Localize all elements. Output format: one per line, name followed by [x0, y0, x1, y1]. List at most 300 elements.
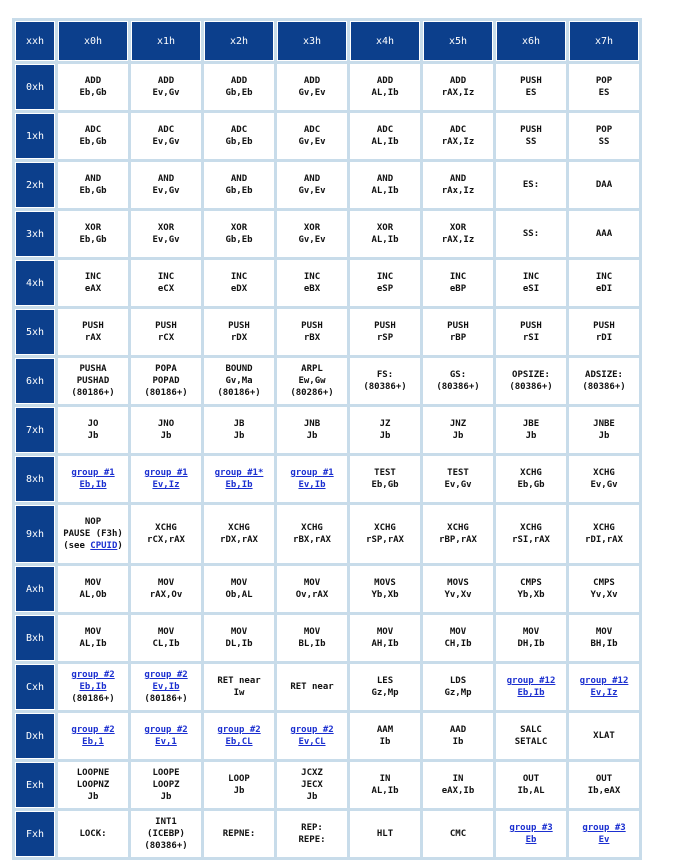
opcode-cell: [204, 762, 274, 808]
cell-line: MOV: [303, 578, 321, 588]
cell-line: AND: [84, 174, 102, 184]
opcode-cell: [58, 566, 128, 612]
opcode-cell: [569, 64, 639, 110]
opcode-cell: [569, 505, 639, 563]
row-header: Bxh: [15, 615, 55, 661]
corner-header: xxh: [15, 21, 55, 61]
cell-line: PUSH: [593, 321, 615, 331]
opcode-cell: [350, 615, 420, 661]
cell-line: rAX,Iz: [441, 88, 475, 98]
opcode-cell: [204, 113, 274, 159]
cell-line: Jb: [525, 431, 537, 441]
cell-line: PUSH: [228, 321, 250, 331]
cell-line: OPSIZE:: [512, 370, 550, 380]
cell-line: XCHG: [301, 523, 323, 533]
opcode-cell: [423, 113, 493, 159]
cell-link-line[interactable]: group #3: [509, 823, 553, 833]
cell-line: eCX: [157, 284, 175, 294]
opcode-cell: [496, 260, 566, 306]
cell-line: Ew,Gw: [298, 376, 326, 386]
opcode-cell: [58, 64, 128, 110]
cell-line: Eb,Gb: [79, 88, 107, 98]
cell-line: PUSHA: [79, 364, 107, 374]
opcode-cell: [58, 260, 128, 306]
cell-link-line[interactable]: Eb,Ib: [79, 682, 107, 692]
row-header: 3xh: [15, 211, 55, 257]
cell-line: LOCK:: [79, 829, 107, 839]
cell-line: DH,Ib: [517, 639, 545, 649]
opcode-cell: [423, 456, 493, 502]
opcode-cell: [569, 407, 639, 453]
cell-line: AND: [376, 174, 394, 184]
cell-line: CH,Ib: [444, 639, 472, 649]
cell-link-line[interactable]: group #2: [71, 670, 115, 680]
cell-line: Eb,Gb: [79, 137, 107, 147]
cell-line: Jb: [598, 431, 610, 441]
cell-line: SS: [598, 137, 610, 147]
cell-line: (80386+): [363, 382, 407, 392]
cell-link-line[interactable]: group #12: [506, 676, 556, 686]
column-header-x4h: x4h: [350, 21, 420, 61]
opcode-cell: [423, 615, 493, 661]
cell-line: PAUSE (F3h): [63, 529, 123, 539]
cell-line: REPE:: [298, 835, 326, 845]
opcode-cell: [496, 456, 566, 502]
cell-line: Jb: [233, 786, 245, 796]
cell-line: rAX,Iz: [441, 235, 475, 245]
cell-line: LOOPZ: [152, 780, 180, 790]
cell-line: AAD: [449, 725, 467, 735]
cell-line: XOR: [449, 223, 467, 233]
opcode-cell: [350, 309, 420, 355]
opcode-cell: [277, 664, 347, 710]
row-header: 1xh: [15, 113, 55, 159]
cell-link-line[interactable]: Ev,Ib: [298, 480, 326, 490]
opcode-cell: [58, 162, 128, 208]
column-header-x1h: x1h: [131, 21, 201, 61]
cell-line: Yb,Xb: [371, 590, 399, 600]
cell-line: CMPS: [593, 578, 615, 588]
cell-line: (80386+): [436, 382, 480, 392]
table-row: [15, 811, 639, 857]
opcode-cell: [204, 64, 274, 110]
opcode-cell: [58, 211, 128, 257]
opcode-cell: [277, 762, 347, 808]
opcode-cell: [58, 407, 128, 453]
cell-line: LOOPNZ: [76, 780, 110, 790]
cell-line: REP:: [301, 823, 323, 833]
cell-line: DL,Ib: [225, 639, 253, 649]
row-header: 9xh: [15, 505, 55, 563]
cell-line: (80186+): [217, 388, 261, 398]
cell-link-line[interactable]: group #1: [290, 468, 334, 478]
opcode-cell: [58, 615, 128, 661]
cell-line: ADD: [449, 76, 467, 86]
opcode-cell: [277, 309, 347, 355]
cell-line: POPAD: [152, 376, 180, 386]
cell-line: CMC: [449, 829, 467, 839]
cell-line: GS:: [449, 370, 467, 380]
opcode-cell: [350, 162, 420, 208]
cell-line: rBP,rAX: [439, 535, 477, 545]
cell-line: (80186+): [71, 388, 115, 398]
row-header: 2xh: [15, 162, 55, 208]
opcode-link-cell[interactable]: [58, 664, 128, 710]
cell-line: (ICEBP): [147, 829, 185, 839]
cell-line: JNO: [157, 419, 175, 429]
cell-line: BH,Ib: [590, 639, 618, 649]
opcode-cell: [569, 260, 639, 306]
cell-link-line[interactable]: Ev,Ib: [152, 682, 180, 692]
table-row: [15, 505, 639, 563]
cell-link-line[interactable]: Ev: [598, 835, 610, 845]
cell-line: rCX: [157, 333, 175, 343]
opcode-cell: [350, 566, 420, 612]
opcode-cell: [131, 505, 201, 563]
opcode-link-cell[interactable]: [496, 664, 566, 710]
opcode-cell: [131, 358, 201, 404]
opcode-cell: [58, 762, 128, 808]
cell-line: PUSH: [82, 321, 104, 331]
cell-line: JO: [87, 419, 99, 429]
cell-line: INC: [157, 272, 175, 282]
cell-line: JZ: [379, 419, 391, 429]
opcode-cell: [277, 113, 347, 159]
opcode-cell: [350, 713, 420, 759]
cell-link-line[interactable]: group #2: [217, 725, 261, 735]
cell-link-line[interactable]: group #2: [71, 725, 115, 735]
cell-line: MOV: [84, 627, 102, 637]
opcode-cell: [350, 64, 420, 110]
cell-line: MOVS: [447, 578, 469, 588]
opcode-cell: [350, 407, 420, 453]
row-header: Axh: [15, 566, 55, 612]
opcode-cell: [423, 664, 493, 710]
cell-line: Yv,Xv: [444, 590, 472, 600]
column-header-x0h: x0h: [58, 21, 128, 61]
cell-link-line[interactable]: Ev,Iz: [590, 688, 618, 698]
cell-line: JB: [233, 419, 245, 429]
cell-line: AL,Ib: [79, 639, 107, 649]
cell-link-line[interactable]: group #2: [144, 725, 188, 735]
cell-line: IN: [379, 774, 391, 784]
cell-line: ES: [598, 88, 610, 98]
opcode-cell: [204, 407, 274, 453]
cell-line: OUT: [522, 774, 540, 784]
opcode-cell: [204, 615, 274, 661]
cell-line: rDI: [595, 333, 613, 343]
opcode-cell: [496, 211, 566, 257]
cell-line: Ev,Gv: [444, 480, 472, 490]
cell-link-line[interactable]: Eb: [525, 835, 537, 845]
cell-line: rSP,rAX: [366, 535, 404, 545]
cell-line: rAx,Iz: [441, 186, 475, 196]
cell-line: MOV: [376, 627, 394, 637]
row-header: Cxh: [15, 664, 55, 710]
cell-line: LDS: [449, 676, 467, 686]
cell-line: XOR: [230, 223, 248, 233]
cell-line: eSI: [522, 284, 540, 294]
opcode-link-cell[interactable]: [277, 713, 347, 759]
cell-line: SS:: [522, 229, 540, 239]
cell-line: SS: [525, 137, 537, 147]
cell-line: ES: [525, 88, 537, 98]
cell-line: NOP: [84, 517, 102, 527]
cell-line: XOR: [84, 223, 102, 233]
cell-line: JCXZ: [301, 768, 323, 778]
cell-line: AL,Ib: [371, 88, 399, 98]
cell-line: ADC: [84, 125, 102, 135]
opcode-cell: [277, 64, 347, 110]
cell-line: AH,Ib: [371, 639, 399, 649]
cell-line: eAX: [84, 284, 102, 294]
cell-line: Jb: [233, 431, 245, 441]
cell-line: Gv,Ma: [225, 376, 253, 386]
opcode-cell: [350, 505, 420, 563]
cell-line: Yv,Xv: [590, 590, 618, 600]
cell-line: XCHG: [447, 523, 469, 533]
cell-line: ADD: [376, 76, 394, 86]
cell-line: eDI: [595, 284, 613, 294]
cell-line: JBE: [522, 419, 540, 429]
cell-line: Ev,Gv: [152, 137, 180, 147]
column-header-x5h: x5h: [423, 21, 493, 61]
cell-line: XCHG: [593, 523, 615, 533]
opcode-cell: [277, 407, 347, 453]
cell-line: PUSHAD: [76, 376, 110, 386]
cell-link-line[interactable]: group #1: [144, 468, 188, 478]
cell-line: rSP: [376, 333, 394, 343]
cell-line: SETALC: [514, 737, 548, 747]
cell-line: Gv,Ev: [298, 235, 326, 245]
opcode-link-cell[interactable]: [569, 664, 639, 710]
opcode-cell: [131, 64, 201, 110]
opcode-cell: [277, 505, 347, 563]
opcode-cell: [423, 811, 493, 857]
opcode-cell: [350, 358, 420, 404]
opcode-cell: [204, 211, 274, 257]
table-row: [15, 260, 639, 306]
table-row: [15, 309, 639, 355]
cell-line-text: ): [117, 541, 123, 551]
opcode-link-cell[interactable]: [569, 811, 639, 857]
cell-line: Ev,Gv: [152, 186, 180, 196]
opcode-cell: [569, 762, 639, 808]
row-header: Fxh: [15, 811, 55, 857]
cell-line: PUSH: [520, 125, 542, 135]
opcode-cell: [58, 309, 128, 355]
cell-link-line[interactable]: Eb,Ib: [225, 480, 253, 490]
opcode-cell: [569, 615, 639, 661]
cell-line: XCHG: [520, 468, 542, 478]
cell-line: AAA: [595, 229, 613, 239]
cell-line: ADC: [376, 125, 394, 135]
opcode-cell: [131, 615, 201, 661]
cell-line: POP: [595, 125, 613, 135]
opcode-cell: [423, 713, 493, 759]
table-row: [15, 664, 639, 710]
cell-link-line[interactable]: group #12: [579, 676, 629, 686]
cell-line: rAX: [84, 333, 102, 343]
row-header: 5xh: [15, 309, 55, 355]
opcode-cell: [131, 211, 201, 257]
opcode-cell: [496, 358, 566, 404]
cell-link-line[interactable]: group #1: [71, 468, 115, 478]
cell-link-line[interactable]: group #3: [582, 823, 626, 833]
cell-link-line[interactable]: group #1*: [214, 468, 264, 478]
opcode-link-cell[interactable]: [58, 505, 128, 563]
cell-line: Ib: [452, 737, 464, 747]
table-row: [15, 615, 639, 661]
opcode-cell: [277, 811, 347, 857]
opcode-cell: [496, 566, 566, 612]
cell-line: AND: [230, 174, 248, 184]
cell-line: POP: [595, 76, 613, 86]
opcode-cell: [58, 811, 128, 857]
cell-line: Jb: [379, 431, 391, 441]
opcode-cell: [131, 309, 201, 355]
opcode-cell: [496, 64, 566, 110]
cell-line: IN: [452, 774, 464, 784]
opcode-cell: [204, 664, 274, 710]
opcode-cell: [131, 566, 201, 612]
opcode-link-cell[interactable]: [131, 456, 201, 502]
cell-line: rBP: [449, 333, 467, 343]
cell-line: eAX,Ib: [441, 786, 475, 796]
header-row: [15, 21, 639, 61]
cell-line: AL,Ib: [371, 186, 399, 196]
cell-line: AAM: [376, 725, 394, 735]
opcode-link-cell[interactable]: [496, 811, 566, 857]
cell-line: XCHG: [374, 523, 396, 533]
opcode-link-cell[interactable]: [58, 713, 128, 759]
cell-line: XCHG: [155, 523, 177, 533]
cell-link-line[interactable]: group #2: [290, 725, 334, 735]
cell-line: Eb,Gb: [79, 235, 107, 245]
cell-link-line[interactable]: Eb,Ib: [517, 688, 545, 698]
cell-line: FS:: [376, 370, 394, 380]
opcode-cell: [131, 113, 201, 159]
opcode-cell: [496, 113, 566, 159]
opcode-cell: [204, 811, 274, 857]
cell-line: XOR: [157, 223, 175, 233]
cell-line: BL,Ib: [298, 639, 326, 649]
opcode-link-cell[interactable]: [204, 713, 274, 759]
cell-line: ADD: [230, 76, 248, 86]
cell-line: rDI,rAX: [585, 535, 623, 545]
cell-line: Gv,Ev: [298, 88, 326, 98]
opcode-cell: [423, 64, 493, 110]
cell-line: DAA: [595, 180, 613, 190]
cell-line-text: (see: [63, 541, 91, 551]
cell-line: Jb: [87, 792, 99, 802]
cell-line: MOV: [157, 627, 175, 637]
cell-line: XOR: [303, 223, 321, 233]
opcode-cell: [131, 811, 201, 857]
cell-line: rDX,rAX: [220, 535, 258, 545]
cell-link-line[interactable]: Ev,Iz: [152, 480, 180, 490]
cell-line: Jb: [306, 792, 318, 802]
cell-line: (80186+): [144, 388, 188, 398]
cell-line: MOVS: [374, 578, 396, 588]
opcode-link-cell[interactable]: [277, 456, 347, 502]
opcode-cell: [496, 615, 566, 661]
cell-link-line[interactable]: Ev,CL: [298, 737, 326, 747]
opcode-cell: [277, 358, 347, 404]
cell-line: CL,Ib: [152, 639, 180, 649]
row-header: 4xh: [15, 260, 55, 306]
cell-link-line[interactable]: Eb,1: [82, 737, 104, 747]
opcode-link-cell[interactable]: [58, 456, 128, 502]
cell-line: PUSH: [520, 76, 542, 86]
opcode-cell: [496, 162, 566, 208]
cell-line: AL,Ib: [371, 137, 399, 147]
opcode-cell: [277, 566, 347, 612]
cell-line: JECX: [301, 780, 323, 790]
cell-line: PUSH: [447, 321, 469, 331]
opcode-link-cell[interactable]: [131, 664, 201, 710]
cell-line: OUT: [595, 774, 613, 784]
cell-line: AND: [157, 174, 175, 184]
cell-link-line[interactable]: Eb,CL: [225, 737, 253, 747]
cell-line: ADC: [157, 125, 175, 135]
cell-line: [58, 540, 128, 552]
opcode-cell: [423, 211, 493, 257]
cell-line: POPA: [155, 364, 177, 374]
cell-line: ADD: [303, 76, 321, 86]
cell-line: Gz,Mp: [371, 688, 399, 698]
opcode-cell: [350, 811, 420, 857]
cell-line: LOOPNE: [76, 768, 110, 778]
cell-line: AND: [449, 174, 467, 184]
cell-line: rAX,Iz: [441, 137, 475, 147]
cell-line: INC: [522, 272, 540, 282]
cell-line: PUSH: [374, 321, 396, 331]
table-row: [15, 162, 639, 208]
cell-line: Ob,AL: [225, 590, 253, 600]
row-header: 6xh: [15, 358, 55, 404]
cell-line: PUSH: [520, 321, 542, 331]
cell-line: JNBE: [593, 419, 615, 429]
opcode-cell: [423, 407, 493, 453]
cell-line: SALC: [520, 725, 542, 735]
opcode-cell: [350, 211, 420, 257]
cell-line: Gb,Eb: [225, 186, 253, 196]
opcode-link-cell[interactable]: [204, 456, 274, 502]
opcode-link-cell[interactable]: [131, 713, 201, 759]
cell-link-line[interactable]: Eb,Ib: [79, 480, 107, 490]
cell-line: eBP: [449, 284, 467, 294]
cell-line: Eb,Gb: [517, 480, 545, 490]
cpuid-link[interactable]: CPUID: [90, 541, 118, 551]
cell-line: Gb,Eb: [225, 235, 253, 245]
table-row: [15, 456, 639, 502]
cell-line: rDX: [230, 333, 248, 343]
cell-line: PUSH: [301, 321, 323, 331]
opcode-cell: [423, 358, 493, 404]
cell-line: rBX: [303, 333, 321, 343]
opcode-cell: [350, 113, 420, 159]
cell-link-line[interactable]: Ev,1: [155, 737, 177, 747]
cell-line: INT1: [155, 817, 177, 827]
cell-link-line[interactable]: group #2: [144, 670, 188, 680]
cell-line: rSI: [522, 333, 540, 343]
cell-line: HLT: [376, 829, 394, 839]
cell-line: ADC: [303, 125, 321, 135]
cell-line: rCX,rAX: [147, 535, 185, 545]
table-row: [15, 211, 639, 257]
cell-line: rAX,Ov: [149, 590, 183, 600]
